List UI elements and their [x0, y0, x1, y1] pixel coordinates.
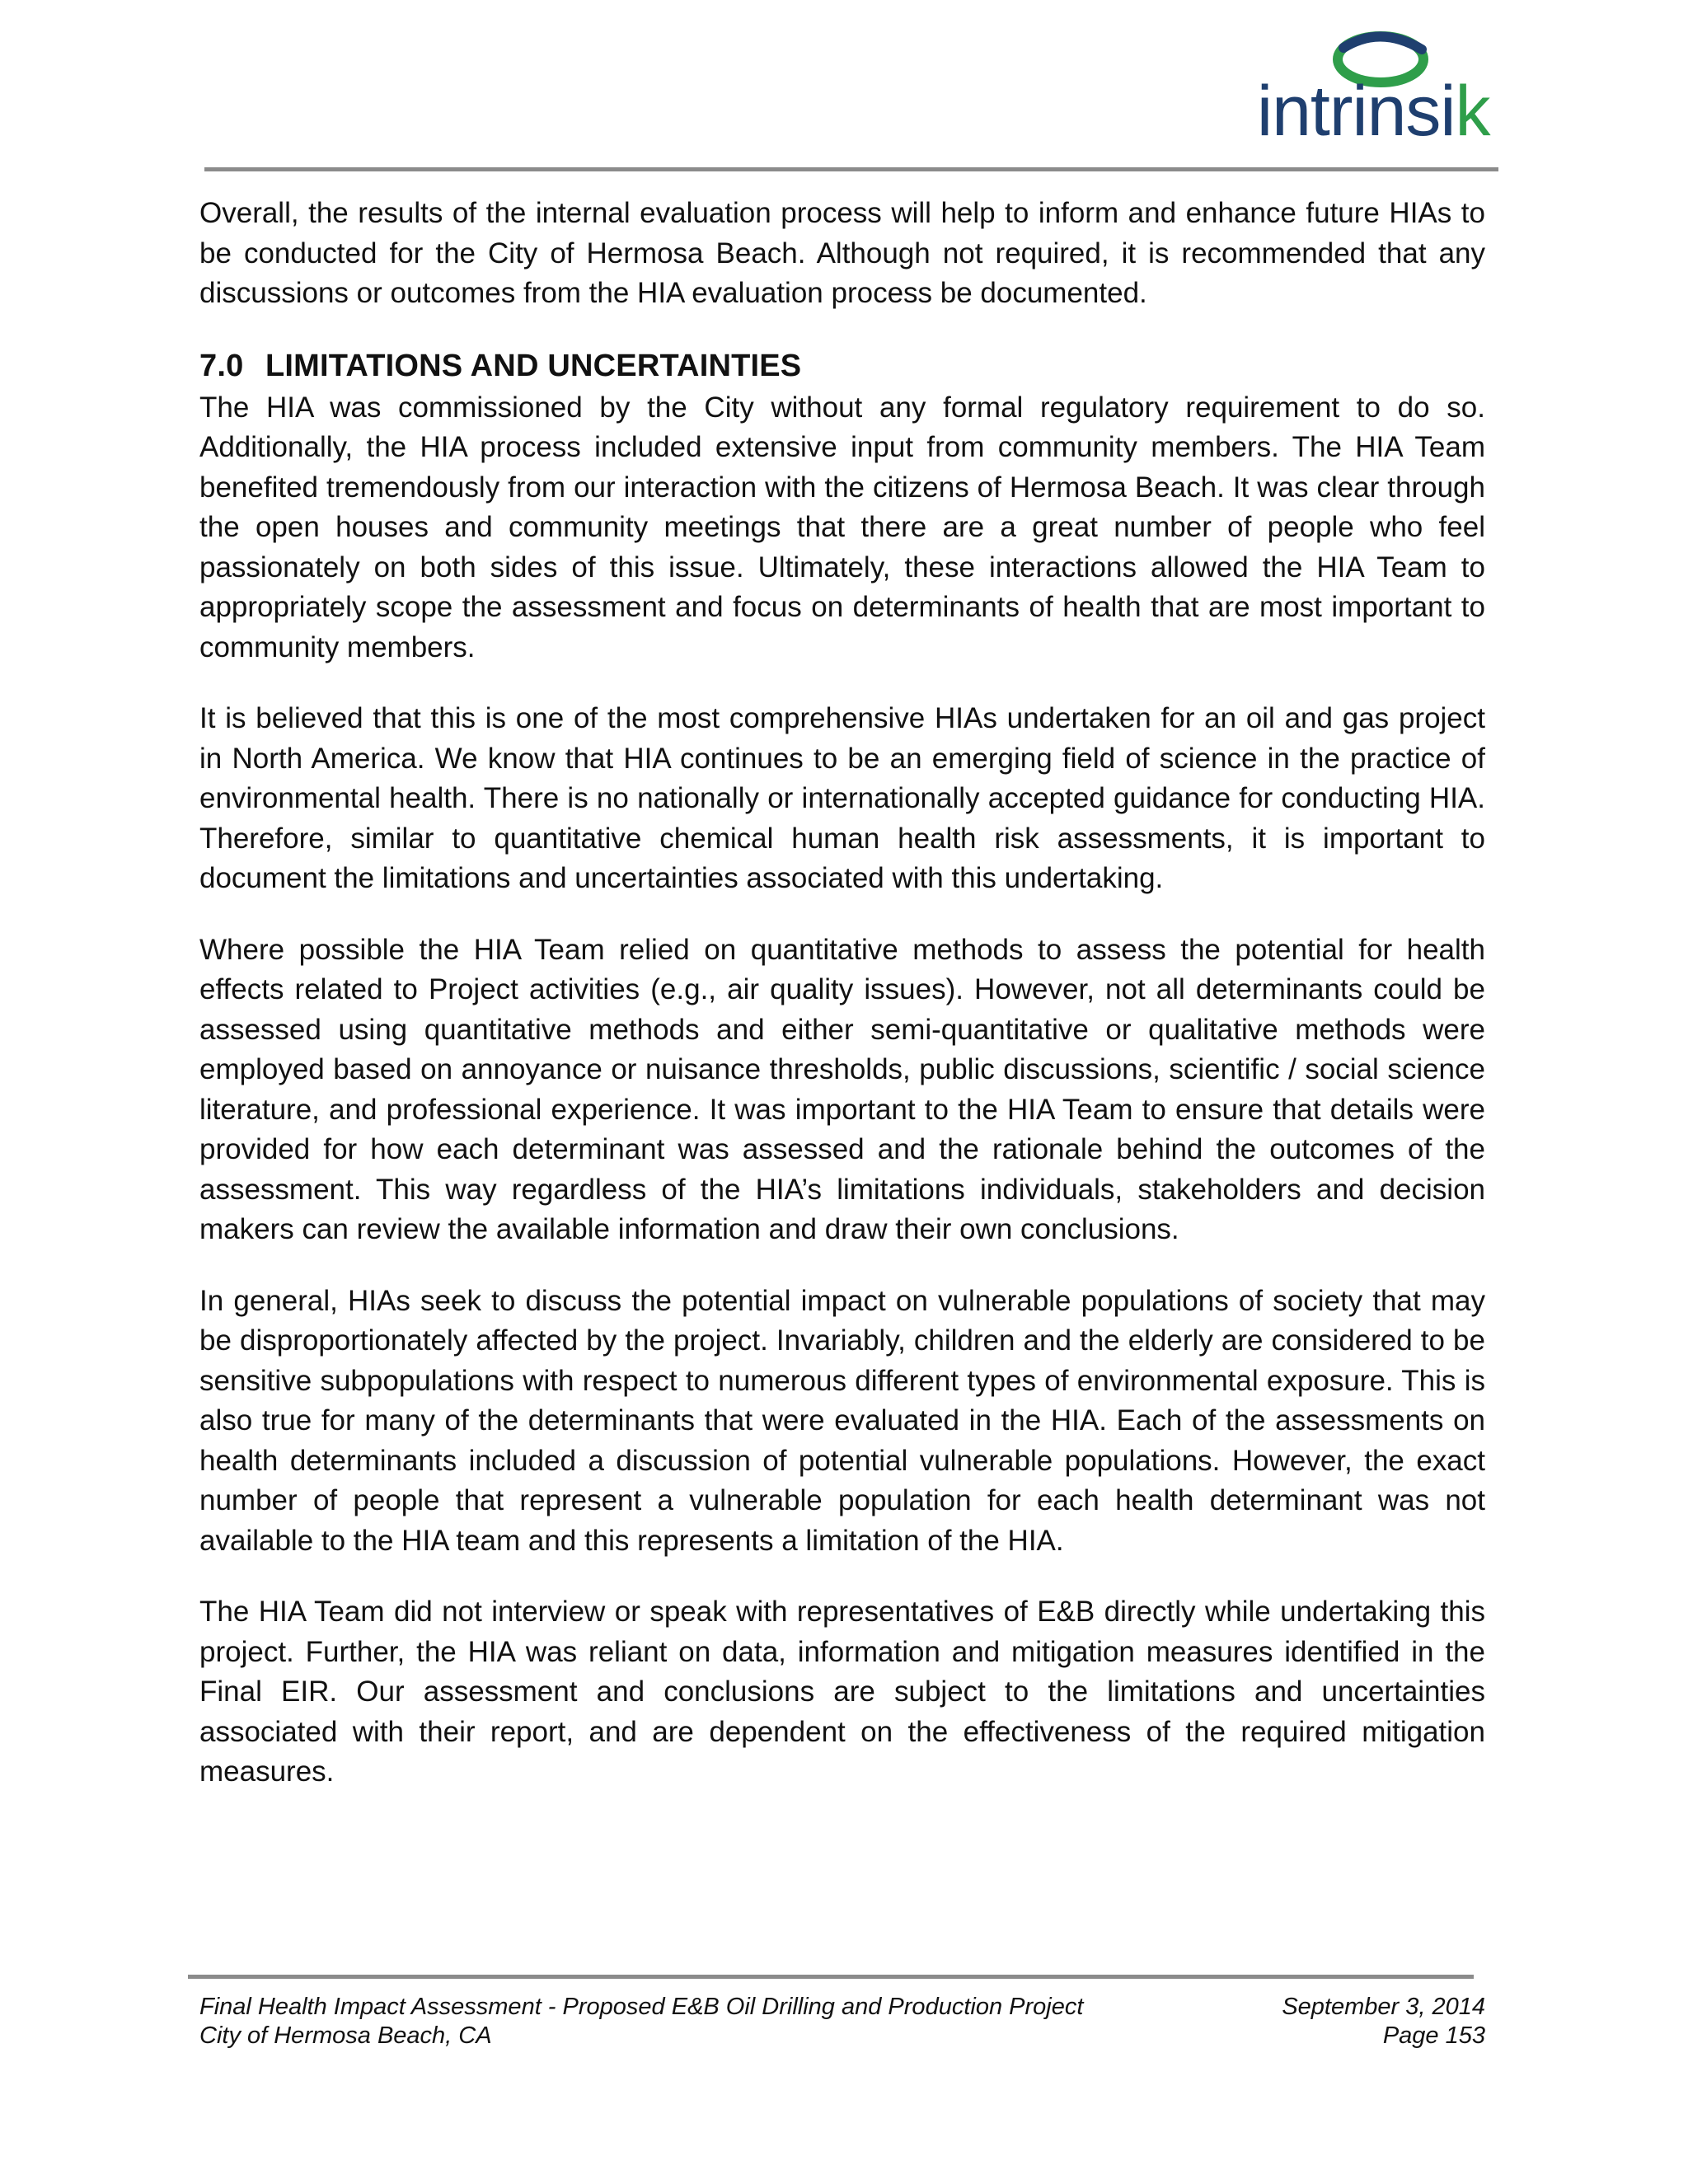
header-divider: [204, 167, 1498, 171]
logo-wordmark: [1257, 72, 1504, 151]
logo-wordmark-end: k: [1455, 72, 1490, 151]
footer-location: City of Hermosa Beach, CA: [199, 2022, 492, 2049]
body-paragraph-5: The HIA Team did not interview or speak with representatives of E&B directly while undertaking this project. Further, the HIA was reliant on data, information and mitigation measures identified in the Final EIR. Our assessment and conclusions are subject to the limitations and uncertainties associated with their report, and are dependent on the effectiveness of the required mitigation measures.: [199, 1596, 1485, 1788]
document-body: [199, 194, 1485, 1824]
section-number: 7.0: [199, 348, 244, 383]
intrinsik-logo: [1257, 31, 1504, 151]
footer-page-number: Page 153: [1382, 2022, 1485, 2049]
body-paragraph-2: It is believed that this is one of the most comprehensive HIAs undertaken for an oil and gas project in North America. We know that HIA continues to be an emerging field of science in the practice of environmental health. There is no nationally or internationally accepted guidance for conducting HIA. Therefore, similar to quantitative chemical human health risk assessments, it is important to document the limitations and uncertainties associated with this undertaking.: [199, 702, 1485, 894]
page-footer: [199, 1993, 1485, 2050]
logo-wordmark-main: intrinsi: [1257, 72, 1456, 151]
intro-paragraph: Overall, the results of the internal evaluation process will help to inform and enhance future HIAs to be conducted for the City of Hermosa Beach. Although not required, it is recommended that any discussions or outcomes from the HIA evaluation process be documented.: [199, 197, 1485, 309]
section-heading: [199, 345, 1485, 387]
body-paragraph-3: Where possible the HIA Team relied on quantitative methods to assess the potential for health effects related to Project activities (e.g., air quality issues). However, not all determinants could be assessed using quantitative methods and either semi-quantitative or qualitative methods were employed based on annoyance or nuisance thresholds, public discussions, scientific / social science literature, and professional experience. It was important to the HIA Team to ensure that details were provided for how each determinant was assessed and the rationale behind the outcomes of the assessment. This way regardless of the HIA’s limitations individuals, stakeholders and decision makers can review the available information and draw their own conclusions.: [199, 933, 1485, 1245]
body-paragraph-1: The HIA was commissioned by the City without any formal regulatory requirement to do so. Additionally, the HIA process included extensive input from community members. The HIA Team benefited tremendously from our interaction with the citizens of Hermosa Beach. It was clear through the open houses and community meetings that there are a great number of people who feel passionately on both sides of this issue. Ultimately, these interactions allowed the HIA Team to appropriately scope the assessment and focus on determinants of health that are most important to community members.: [199, 391, 1485, 663]
footer-document-title: Final Health Impact Assessment - Proposed E&B Oil Drilling and Production Project: [199, 1994, 1084, 2020]
footer-date: September 3, 2014: [1282, 1994, 1485, 2020]
body-paragraph-4: In general, HIAs seek to discuss the potential impact on vulnerable populations of society that may be disproportionately affected by the project. Invariably, children and the elderly are considered to be sensitive subpopulations with respect to numerous different types of environmental exposure. This is also true for many of the determinants that were evaluated in the HIA. Each of the assessments on health determinants included a discussion of potential vulnerable populations. However, the exact number of people that represent a vulnerable population for each health determinant was not available to the HIA team and this represents a limitation of the HIA.: [199, 1284, 1485, 1557]
footer-row-2: [199, 2022, 1485, 2050]
footer-divider: [188, 1975, 1474, 1979]
footer-row-1: [199, 1993, 1485, 2022]
section-title: LIMITATIONS AND UNCERTAINTIES: [265, 348, 802, 383]
